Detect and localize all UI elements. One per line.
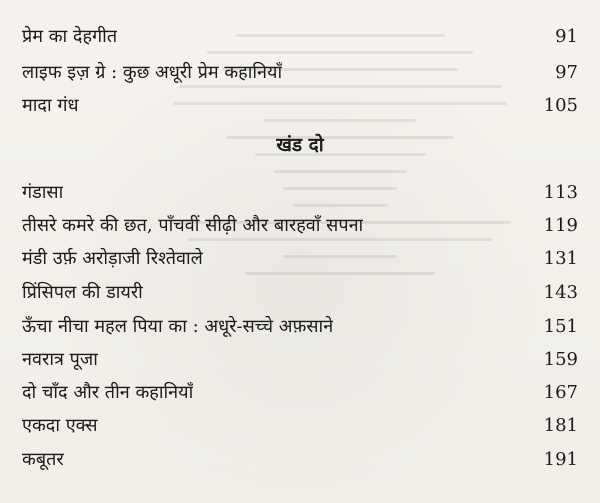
toc-entry-title: एकदा एक्स (22, 415, 98, 436)
toc-entry-page: 113 (543, 182, 578, 203)
toc-entry-page: 159 (543, 349, 578, 370)
toc-entry-page: 97 (555, 62, 578, 83)
toc-row (22, 345, 578, 375)
toc-entry-title: गंडासा (22, 182, 64, 203)
toc-entry-page: 119 (543, 215, 578, 236)
toc-entry-page: 105 (543, 95, 578, 116)
toc-entry-title: मादा गंध (22, 95, 79, 116)
toc-row (22, 378, 578, 408)
toc-row (22, 244, 578, 274)
toc-entry-page: 91 (555, 26, 578, 47)
toc-entry-title: दो चाँद और तीन कहानियाँ (22, 382, 194, 403)
toc-entry-title: प्रिंसिपल की डायरी (22, 282, 143, 303)
toc-row (22, 58, 578, 88)
toc-entry-title: कबूतर (22, 449, 64, 470)
toc-entry-title: ऊँचा नीचा महल पिया का : अधूरे-सच्चे अफ़साने (22, 316, 334, 337)
section-heading: खंड दो (276, 134, 324, 156)
toc-row (22, 278, 578, 308)
toc-row (22, 445, 578, 475)
toc-row (22, 22, 578, 52)
toc-entry-page: 191 (543, 449, 578, 470)
toc-entry-title: नवरात्र पूजा (22, 349, 98, 370)
toc-entry-title: तीसरे कमरे की छत, पाँचवीं सीढ़ी और बारहवाँ सपना (22, 215, 364, 236)
toc-entry-title: मंडी उर्फ़ अरोड़ाजी रिश्तेवाले (22, 248, 203, 269)
toc-entry-page: 181 (543, 415, 578, 436)
toc-entry-page: 131 (543, 248, 578, 269)
toc-entry-page: 151 (543, 316, 578, 337)
toc-entry-title: प्रेम का देहगीत (22, 26, 118, 47)
toc-row (22, 211, 578, 241)
toc-entry-page: 143 (543, 282, 578, 303)
toc-row (22, 178, 578, 208)
toc-entry-title: लाइफ इज़ ग्रे : कुछ अधूरी प्रेम कहानियाँ (22, 62, 283, 83)
toc-row (22, 91, 578, 121)
toc-row (22, 411, 578, 441)
toc-entry-page: 167 (543, 382, 578, 403)
toc-row (22, 312, 578, 342)
